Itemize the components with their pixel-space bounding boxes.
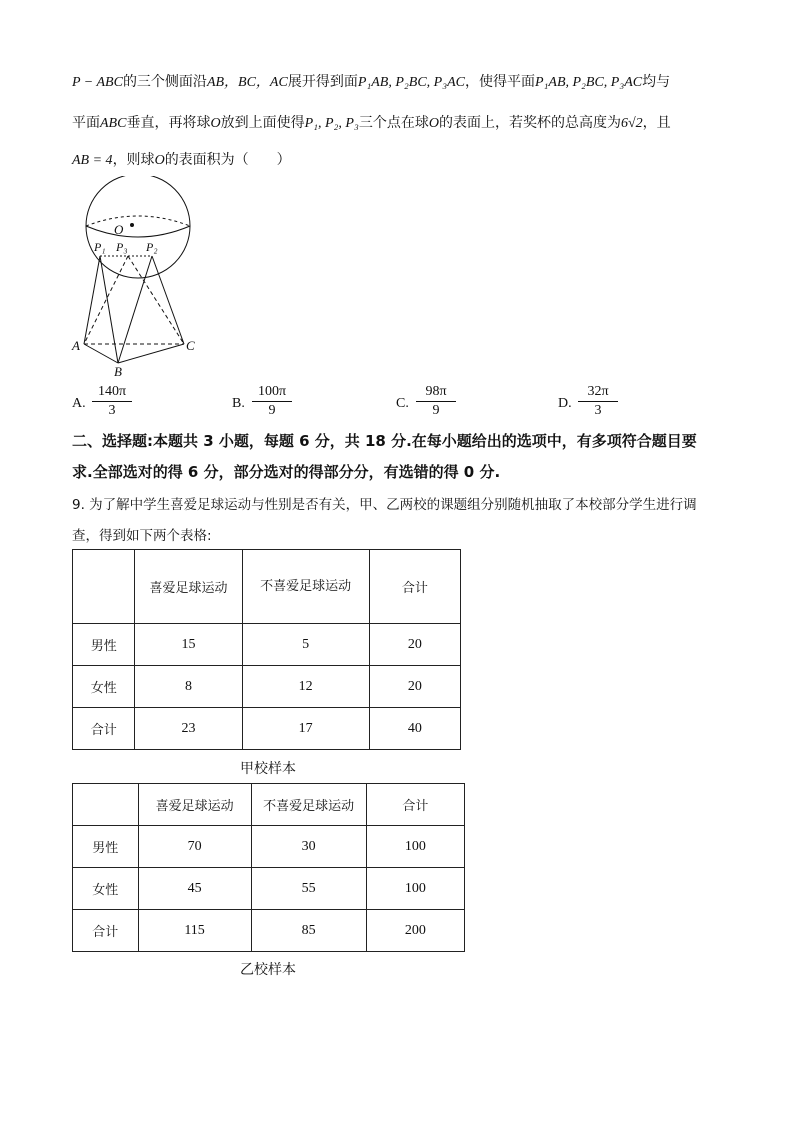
header-cell [73, 784, 139, 826]
table-yi-caption: 乙校样本 [240, 962, 296, 978]
text-segment: 的三个侧面沿 [122, 74, 207, 90]
table-cell: 70 [138, 826, 251, 868]
header-cell: 合计 [369, 550, 460, 624]
question-text-line-3 [72, 150, 291, 171]
table-header-row [73, 784, 465, 826]
text-segment: ，使得平面 [464, 74, 535, 90]
table-cell: 20 [369, 624, 460, 666]
text-segment: ，且 [642, 115, 671, 131]
text-segment: 三个点在球 [358, 115, 429, 131]
face-names: P₁AB, P₂BC, P₃AC [534, 75, 643, 90]
table-cell: 100 [366, 868, 464, 910]
label-P1: P₁ [94, 240, 106, 254]
q9-line-1: 9. 为了解中学生喜爱足球运动与性别是否有关，甲、乙两校的课题组分别随机抽取了本校部分学生进行调 [72, 497, 697, 513]
option-fraction [416, 384, 456, 419]
row-label: 男性 [73, 624, 135, 666]
plane-name: ABC [100, 116, 127, 131]
option-fraction [252, 384, 292, 419]
section-heading-line-1: 二、选择题:本题共 3 小题，每题 6 分，共 18 分.在每小题给出的选项中，有多项符合题目要 [72, 432, 697, 450]
option-letter: C. [396, 396, 409, 411]
option-fraction [578, 384, 618, 419]
table-row [73, 910, 465, 952]
table-header-row [73, 550, 461, 624]
text-segment: ，则球 [112, 152, 155, 168]
sphere-pyramid-figure [68, 176, 208, 376]
table-cell: 45 [138, 868, 251, 910]
edge-p1-a [84, 256, 100, 344]
text-segment: 均与 [642, 74, 671, 90]
edge-names: AB，BC，AC [206, 75, 288, 90]
row-label: 合计 [73, 708, 135, 750]
edge-p3-c [128, 256, 184, 344]
option-letter: D. [558, 396, 572, 411]
row-label: 男性 [73, 826, 139, 868]
label-P3: P₃ [116, 240, 128, 254]
sphere-name: O [428, 116, 439, 131]
option-letter: B. [232, 396, 245, 411]
label-P2: P₂ [146, 240, 158, 254]
table-row [73, 826, 465, 868]
pyramid-name: P − ABC [72, 75, 123, 90]
center-point [130, 223, 134, 227]
table-cell: 8 [135, 666, 242, 708]
row-label: 女性 [73, 666, 135, 708]
label-B: B [114, 364, 122, 376]
fraction-denominator: 3 [108, 403, 116, 418]
fraction-numerator: 100π [252, 384, 292, 402]
table-row [73, 666, 461, 708]
table-cell: 15 [135, 624, 242, 666]
table-row [73, 708, 461, 750]
option-letter: A. [72, 396, 86, 411]
table-row [73, 624, 461, 666]
question-text-line-1 [72, 72, 670, 93]
section-heading-line-2: 求.全部选对的得 6 分，部分选对的得部分分，有选错的得 0 分. [72, 463, 501, 481]
table-cell: 40 [369, 708, 460, 750]
text-segment: 的表面上，若奖杯的总高度为 [438, 115, 621, 131]
table-jia-caption: 甲校样本 [240, 761, 296, 777]
edge-p2-b [118, 256, 152, 363]
table-cell: 12 [242, 666, 369, 708]
fraction-denominator: 3 [594, 403, 602, 418]
ab-length: AB = 4 [72, 153, 113, 168]
face-names: P₁AB, P₂BC, P₃AC [357, 75, 465, 90]
label-A: A [72, 338, 80, 353]
header-cell: 合计 [366, 784, 464, 826]
fraction-numerator: 32π [578, 384, 618, 402]
row-label: 合计 [73, 910, 139, 952]
fraction-numerator: 98π [416, 384, 456, 402]
option-fraction [92, 384, 132, 419]
text-segment: 的表面积为（ ） [164, 152, 291, 168]
table-cell: 30 [251, 826, 366, 868]
table-cell: 23 [135, 708, 242, 750]
text-segment: 展开得到面 [287, 74, 358, 90]
edge-p3-a [84, 256, 128, 344]
edge-b-c [118, 344, 184, 363]
sphere-equator-back [86, 216, 190, 226]
height-value: 6√2 [620, 116, 643, 131]
text-segment: 垂直，再将球 [126, 115, 211, 131]
table-cell: 20 [369, 666, 460, 708]
table-cell: 115 [138, 910, 251, 952]
q9-line-2: 查，得到如下两个表格: [72, 528, 212, 544]
question-text-line-2 [72, 113, 671, 134]
table-cell: 100 [366, 826, 464, 868]
table-cell: 85 [251, 910, 366, 952]
sphere-equator-front [86, 226, 190, 237]
label-C: C [186, 338, 195, 353]
header-cell: 不喜爱足球运动 [251, 784, 366, 826]
table-yi-school [72, 783, 465, 952]
point-names: P₁, P₂, P₃ [304, 116, 359, 131]
header-cell: 不喜爱足球运动 [242, 550, 369, 624]
row-label: 女性 [73, 868, 139, 910]
table-cell: 17 [242, 708, 369, 750]
fraction-numerator: 140π [92, 384, 132, 402]
table-cell: 200 [366, 910, 464, 952]
sphere-name: O [154, 153, 165, 168]
edge-a-b [84, 344, 118, 363]
edge-p1-b [100, 256, 118, 363]
fraction-denominator: 9 [432, 403, 440, 418]
sphere-name: O [210, 116, 221, 131]
table-jia-school [72, 549, 461, 750]
edge-p2-c [152, 256, 184, 344]
fraction-denominator: 9 [268, 403, 276, 418]
table-cell: 55 [251, 868, 366, 910]
text-segment: 放到上面使得 [220, 115, 305, 131]
label-O: O [114, 222, 124, 237]
table-row [73, 868, 465, 910]
header-cell [73, 550, 135, 624]
table-cell: 5 [242, 624, 369, 666]
header-cell: 喜爱足球运动 [135, 550, 242, 624]
header-cell: 喜爱足球运动 [138, 784, 251, 826]
text-segment: 平面 [72, 115, 100, 131]
